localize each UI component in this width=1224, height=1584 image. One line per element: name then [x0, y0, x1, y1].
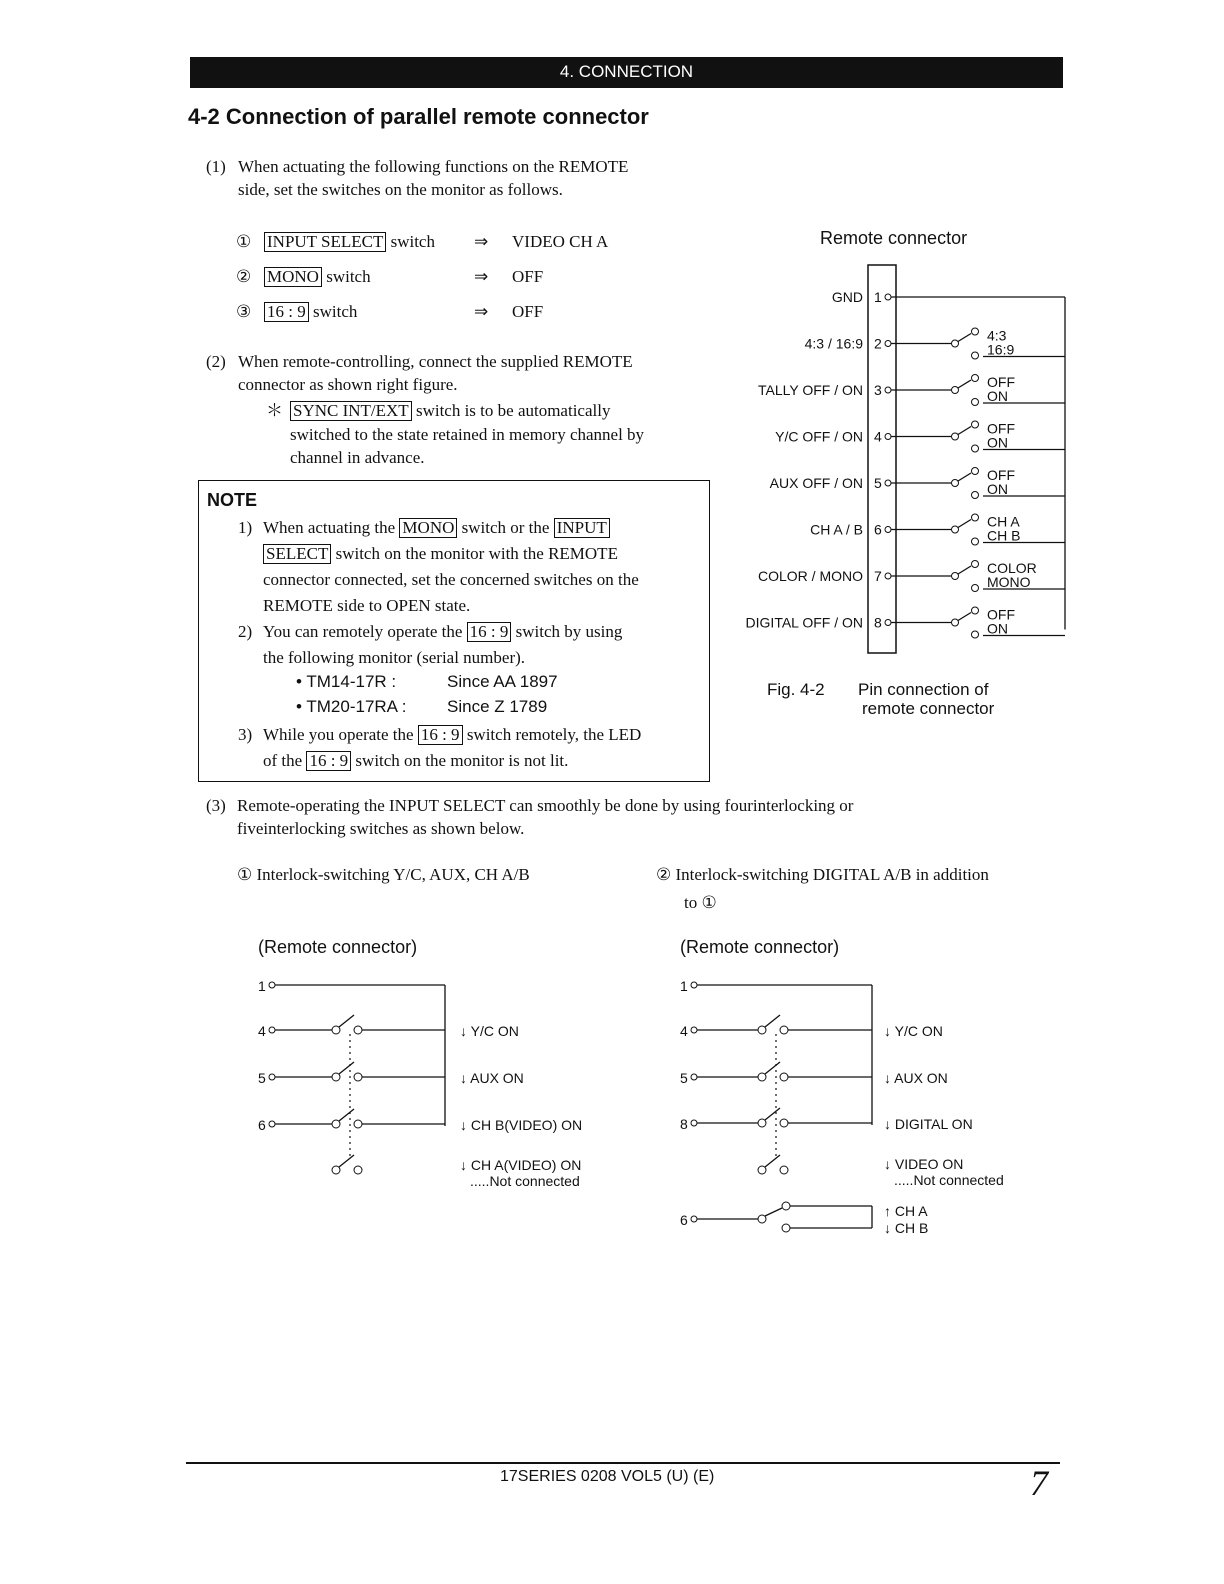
- switch-contact-bottom-3: [972, 399, 979, 406]
- chapter-title: 4. CONNECTION: [559, 62, 694, 81]
- note-title: NOTE: [207, 490, 258, 510]
- pin-number-1: 1: [874, 289, 882, 305]
- switch-label-bottom-6: CH B: [987, 527, 1021, 544]
- right-label-video: ↓ VIDEO ON: [884, 1156, 964, 1172]
- pin-number-8: 8: [874, 614, 882, 631]
- switch-pivot-2: [952, 340, 959, 347]
- p3-line1: Remote-operating the INPUT SELECT can smoothly be done by using fourinterlocking or: [237, 796, 854, 815]
- setting-value-2: OFF: [512, 267, 544, 286]
- left-diagram-title: ① Interlock-switching Y/C, AUX, CH A/B: [237, 865, 530, 884]
- switch-contact-top-7: [972, 561, 979, 568]
- switch-label-top-2: 4:3: [987, 327, 1007, 344]
- note2-text-a: You can remotely operate the: [263, 622, 463, 641]
- note1-input-box: INPUT: [554, 518, 610, 538]
- figure-caption-num: Fig. 4-2: [767, 680, 825, 699]
- pin-terminal-7: [885, 573, 891, 579]
- p2-line3: [290, 399, 610, 422]
- note2-text-b: switch by using: [515, 622, 623, 641]
- right-pin-2: 4: [680, 1023, 688, 1039]
- pin-terminal-8: [885, 620, 891, 626]
- left-not-connected: .....Not connected: [470, 1173, 580, 1189]
- switch-pivot-5: [952, 480, 959, 487]
- setting-suffix-2: switch: [326, 267, 371, 286]
- pin-label-2: 4:3 / 16:9: [804, 335, 863, 352]
- note1-line4: REMOTE side to OPEN state.: [263, 596, 471, 615]
- switch-arm-7: [958, 566, 971, 574]
- left-pin-4: 6: [258, 1117, 266, 1133]
- switch-label-top-3: OFF: [987, 374, 1015, 390]
- switch-contact-bottom-6: [972, 538, 979, 545]
- setting-name-2: MONO: [264, 267, 322, 287]
- right-diagram-title-1: ② Interlock-switching DIGITAL A/B in addition: [656, 865, 989, 884]
- switch-contact-top-5: [972, 468, 979, 475]
- note3-line2: [263, 749, 568, 772]
- switch-contact-top-8: [972, 607, 979, 614]
- right-label-aux: ↓ AUX ON: [884, 1070, 948, 1086]
- left-pin-3: 5: [258, 1070, 266, 1086]
- pin-terminal-1: [885, 294, 891, 300]
- p3-number: (3): [206, 796, 226, 815]
- switch-label-top-7: COLOR: [987, 560, 1037, 576]
- pin-label-1: GND: [831, 289, 863, 305]
- pin-number-4: 4: [874, 428, 882, 445]
- setting-name-1: INPUT SELECT: [264, 232, 386, 252]
- setting-arrow-1: ⇒: [474, 232, 489, 251]
- pin-label-4: Y/C OFF / ON: [775, 428, 863, 445]
- p2-line2: connector as shown right figure.: [238, 375, 458, 394]
- switch-arm-2: [958, 334, 971, 342]
- pin-number-3: 3: [874, 382, 882, 398]
- remote-connector-figure: [725, 255, 1075, 660]
- connector-body: [868, 265, 896, 653]
- switch-label-top-6: CH A: [987, 513, 1020, 530]
- right-pin-5: 6: [680, 1212, 688, 1228]
- setting-num-1: ①: [236, 232, 252, 251]
- model-2-since: Since Z 1789: [447, 697, 548, 716]
- pin-terminal-5: [885, 480, 891, 486]
- right-label-yc: ↓ Y/C ON: [884, 1023, 943, 1039]
- right-label-chb: ↓ CH B: [884, 1220, 929, 1236]
- page-number: 7: [1030, 1463, 1048, 1503]
- note3-169-box-2: 16 : 9: [306, 751, 351, 771]
- switch-pivot-7: [952, 573, 959, 580]
- left-interlock-diagram: [250, 970, 610, 1200]
- setting-arrow-3: ⇒: [474, 302, 489, 321]
- note1-mono-box: MONO: [399, 518, 457, 538]
- p2-line4: switched to the state retained in memory channel by: [290, 425, 645, 444]
- p3-line2: fiveinterlocking switches as shown below.: [237, 819, 525, 838]
- right-label-cha: ↑ CH A: [884, 1203, 928, 1219]
- note1-text-a: When actuating the: [263, 518, 396, 537]
- switch-label-bottom-4: ON: [987, 434, 1008, 451]
- note1-line3: connector connected, set the concerned switches on the: [263, 570, 639, 589]
- right-pin-3: 5: [680, 1070, 688, 1086]
- switch-pivot-3: [952, 387, 959, 394]
- switch-contact-bottom-4: [972, 445, 979, 452]
- right-not-connected: .....Not connected: [894, 1172, 1004, 1188]
- p2-line5: channel in advance.: [290, 448, 425, 467]
- setting-value-3: OFF: [512, 302, 544, 321]
- left-label-aux: ↓ AUX ON: [460, 1070, 524, 1086]
- setting-value-1: VIDEO CH A: [512, 232, 609, 251]
- switch-arm-4: [958, 427, 971, 435]
- footer-rule: [186, 1462, 1060, 1464]
- switch-label-top-4: OFF: [987, 420, 1015, 437]
- pin-number-7: 7: [874, 568, 882, 584]
- sync-switch-label: SYNC INT/EXT: [290, 401, 412, 421]
- pin-label-7: COLOR / MONO: [757, 568, 863, 584]
- switch-arm-3: [958, 380, 971, 388]
- p2-star: ＊: [266, 401, 283, 420]
- right-diagram-title-2: to ①: [684, 893, 717, 912]
- note1-text-c: switch on the monitor with the REMOTE: [335, 544, 618, 563]
- setting-row-2: [264, 265, 371, 288]
- switch-label-top-5: OFF: [987, 467, 1015, 483]
- switch-label-bottom-8: ON: [987, 620, 1008, 637]
- p1-number: (1): [206, 157, 226, 176]
- right-diagram-subtitle: (Remote connector): [680, 937, 840, 957]
- setting-suffix-1: switch: [390, 232, 435, 251]
- footer-code: 17SERIES 0208 VOL5 (U) (E): [500, 1468, 715, 1485]
- figure-caption-line2: remote connector: [862, 699, 995, 718]
- setting-arrow-2: ⇒: [474, 267, 489, 286]
- model-2: • TM20-17RA :: [296, 697, 407, 716]
- p2-number: (2): [206, 352, 226, 371]
- switch-label-bottom-2: 16:9: [987, 341, 1015, 358]
- switch-arm-5: [958, 473, 971, 481]
- setting-name-3: 16 : 9: [264, 302, 309, 322]
- setting-num-3: ③: [236, 302, 252, 321]
- switch-contact-bottom-7: [972, 585, 979, 592]
- note2-line2: the following monitor (serial number).: [263, 648, 526, 667]
- note2-line1: [263, 620, 622, 643]
- switch-pivot-4: [952, 433, 959, 440]
- setting-num-2: ②: [236, 267, 252, 286]
- left-pin-1: 1: [258, 978, 266, 994]
- pin-terminal-2: [885, 341, 891, 347]
- switch-contact-bottom-2: [972, 352, 979, 359]
- pin-label-5: AUX OFF / ON: [769, 475, 863, 491]
- switch-label-bottom-5: ON: [987, 481, 1008, 497]
- right-pin-4: 8: [680, 1116, 688, 1132]
- switch-label-top-8: OFF: [987, 606, 1015, 623]
- note3-text-d: switch on the monitor is not lit.: [355, 751, 569, 770]
- pin-terminal-3: [885, 387, 891, 393]
- pin-label-8: DIGITAL OFF / ON: [745, 614, 863, 631]
- pin-number-2: 2: [874, 335, 882, 352]
- setting-row-3: [264, 300, 357, 323]
- left-diagram-subtitle: (Remote connector): [258, 937, 418, 957]
- note3-line1: [263, 723, 641, 746]
- note3-num: 3): [238, 725, 253, 744]
- note3-text-c: of the: [263, 751, 303, 770]
- left-label-yc: ↓ Y/C ON: [460, 1023, 519, 1039]
- figure-title: Remote connector: [820, 228, 968, 248]
- switch-contact-top-2: [972, 328, 979, 335]
- note2-num: 2): [238, 622, 253, 641]
- switch-contact-top-3: [972, 375, 979, 382]
- switch-contact-top-6: [972, 514, 979, 521]
- p2-line3-text: switch is to be automatically: [415, 401, 611, 420]
- pin-label-3: TALLY OFF / ON: [757, 382, 863, 398]
- switch-label-bottom-3: ON: [987, 388, 1008, 404]
- note3-169-box: 16 : 9: [418, 725, 463, 745]
- left-label-chb: ↓ CH B(VIDEO) ON: [460, 1117, 583, 1133]
- switch-label-bottom-7: MONO: [987, 574, 1031, 590]
- right-label-digital: ↓ DIGITAL ON: [884, 1116, 973, 1132]
- switch-arm-8: [958, 613, 971, 621]
- right-pin-1: 1: [680, 978, 688, 994]
- switch-contact-bottom-5: [972, 492, 979, 499]
- note1-line2: [263, 542, 618, 565]
- model-1-since: Since AA 1897: [447, 672, 558, 691]
- pin-number-6: 6: [874, 521, 882, 538]
- figure-caption-line1: Pin connection of: [858, 680, 989, 699]
- pin-terminal-4: [885, 434, 891, 440]
- pin-terminal-6: [885, 527, 891, 533]
- switch-arm-6: [958, 520, 971, 528]
- p1-line2: side, set the switches on the monitor as follows.: [238, 180, 563, 199]
- setting-row-1: [264, 230, 435, 253]
- switch-pivot-6: [952, 526, 959, 533]
- section-title: 4-2 Connection of parallel remote connector: [188, 104, 649, 129]
- note3-text-b: switch remotely, the LED: [466, 725, 642, 744]
- model-1: • TM14-17R :: [296, 672, 397, 691]
- p2-line1: When remote-controlling, connect the supplied REMOTE: [238, 352, 633, 371]
- note1-num: 1): [238, 518, 253, 537]
- pin-number-5: 5: [874, 475, 882, 491]
- setting-suffix-3: switch: [312, 302, 358, 321]
- header-bar: [190, 57, 1063, 88]
- left-label-cha: ↓ CH A(VIDEO) ON: [460, 1157, 582, 1173]
- note1-line1: [263, 516, 610, 539]
- switch-contact-bottom-8: [972, 631, 979, 638]
- switch-pivot-8: [952, 619, 959, 626]
- switch-contact-top-4: [972, 421, 979, 428]
- pin-label-6: CH A / B: [810, 521, 863, 538]
- left-pin-2: 4: [258, 1023, 266, 1039]
- note3-text-a: While you operate the: [263, 725, 414, 744]
- p1-line1: When actuating the following functions on the REMOTE: [238, 157, 629, 176]
- note1-text-b: switch or the: [461, 518, 550, 537]
- right-interlock-diagram: [672, 970, 1052, 1250]
- note2-169-box: 16 : 9: [467, 622, 512, 642]
- note1-select-box: SELECT: [263, 544, 331, 564]
